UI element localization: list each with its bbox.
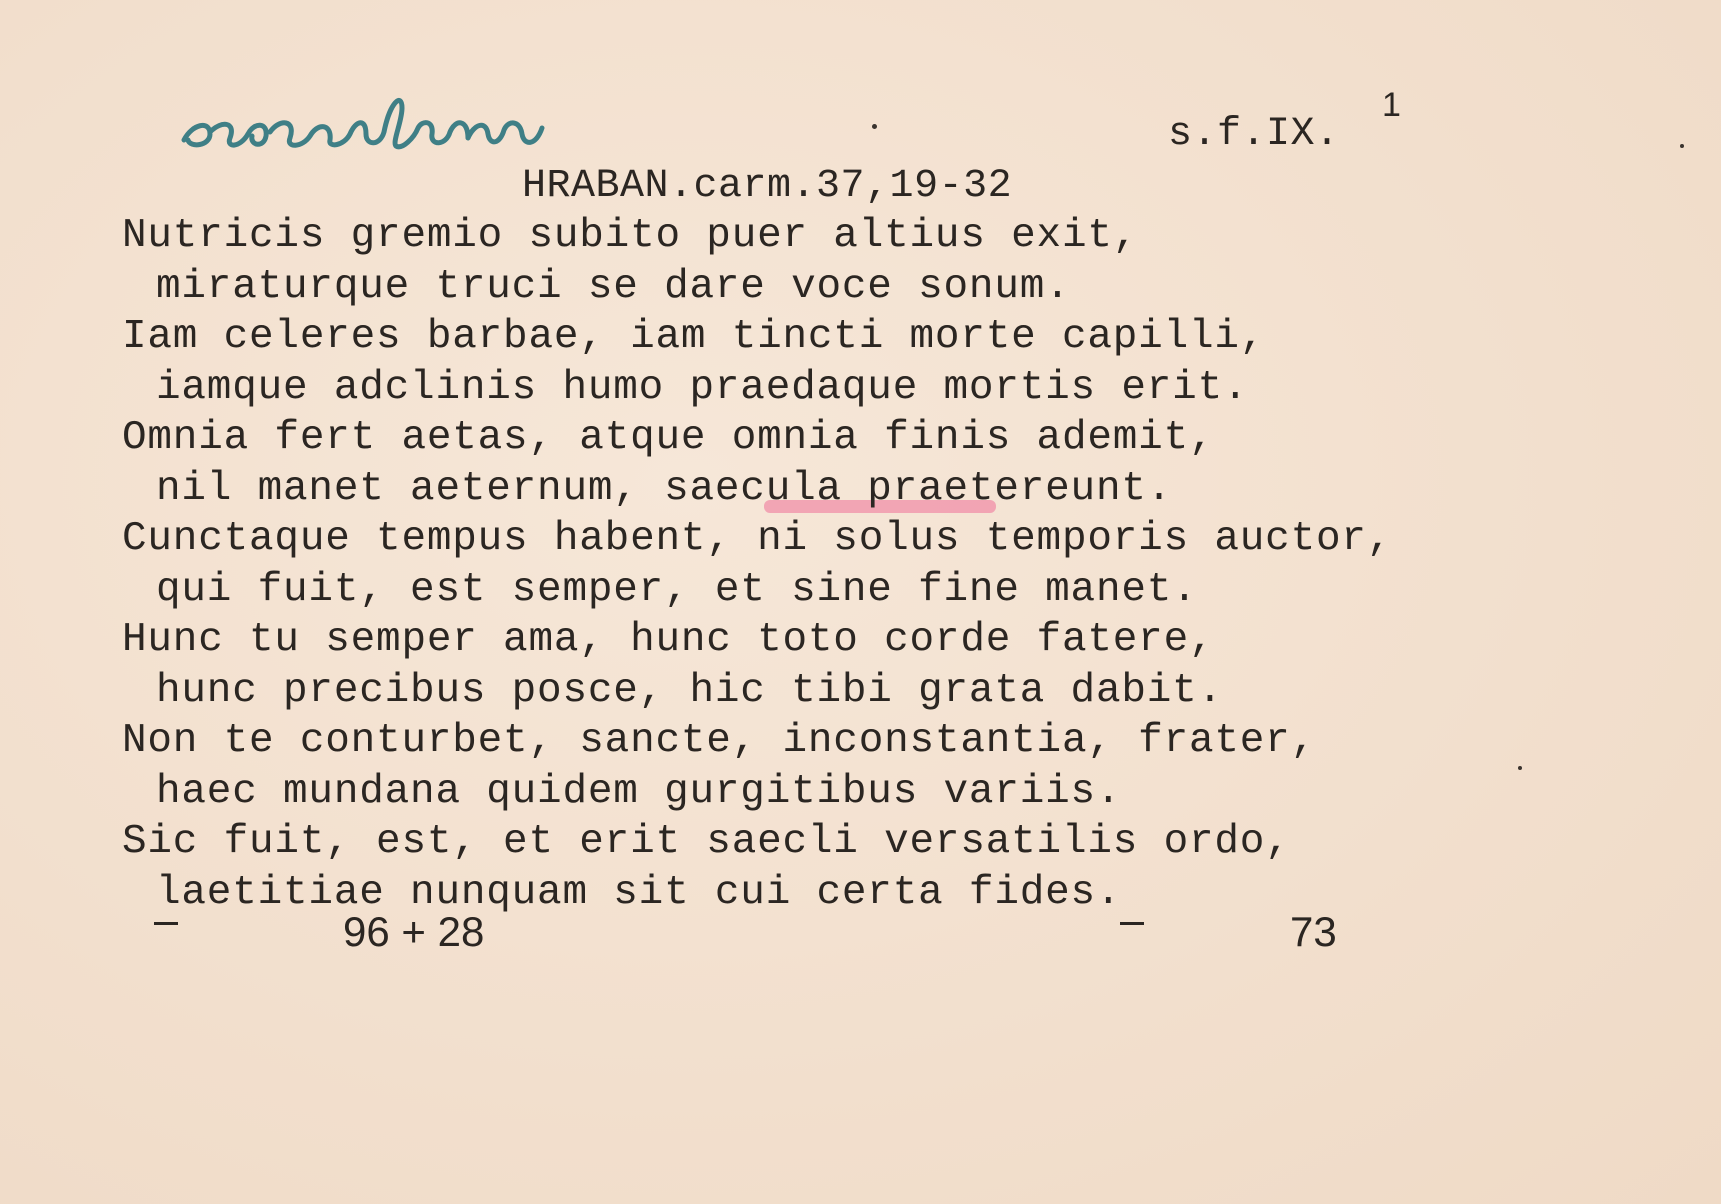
verse-line: Omnia fert aetas, atque omnia finis ademit, [122,415,1215,461]
ink-dot [1518,766,1522,770]
verse-line: iamque adclinis humo praedaque mortis erit. [156,364,1249,411]
verse-line: Sic fuit, est, et erit saecli versatilis ordo, [122,819,1291,865]
headword-handwritten [170,62,590,162]
underline-mark [154,922,178,925]
handwriting-graphic [170,62,590,162]
underline-mark [1120,922,1144,925]
sigil: s.f.IX. [1168,112,1340,157]
verse-line: hunc precibus posce, hic tibi grata dabit. [156,667,1223,714]
count-right: 73 [1290,908,1337,955]
sigil-superscript: 1 [1382,86,1401,124]
verse-line: qui fuit, est semper, et sine fine manet. [156,566,1198,613]
verse-line: haec mundana quidem gurgitibus variis. [156,768,1122,815]
verse-line: Iam celeres barbae, iam tincti morte capilli, [122,314,1266,360]
verse-line: miraturque truci se dare voce sonum. [156,263,1071,310]
verse-line: Nutricis gremio subito puer altius exit, [122,213,1139,259]
verse-block [122,211,1392,918]
verse-line: nil manet aeternum, saecula praetereunt. [156,465,1173,512]
source-citation: HRABAN.carm.37,19-32 [522,164,1013,209]
verse-line: Hunc tu semper ama, hunc toto corde fatere, [122,617,1215,663]
ink-dot [872,124,877,129]
ink-dot [1680,144,1684,148]
verse-line: laetitiae nunquam sit cui certa fides. [156,869,1122,916]
count-left: 96 + 28 [343,908,485,955]
verse-line: Cunctaque tempus habent, ni solus temporis auctor, [122,516,1393,562]
verse-line: Non te conturbet, sancte, inconstantia, frater, [122,718,1316,764]
